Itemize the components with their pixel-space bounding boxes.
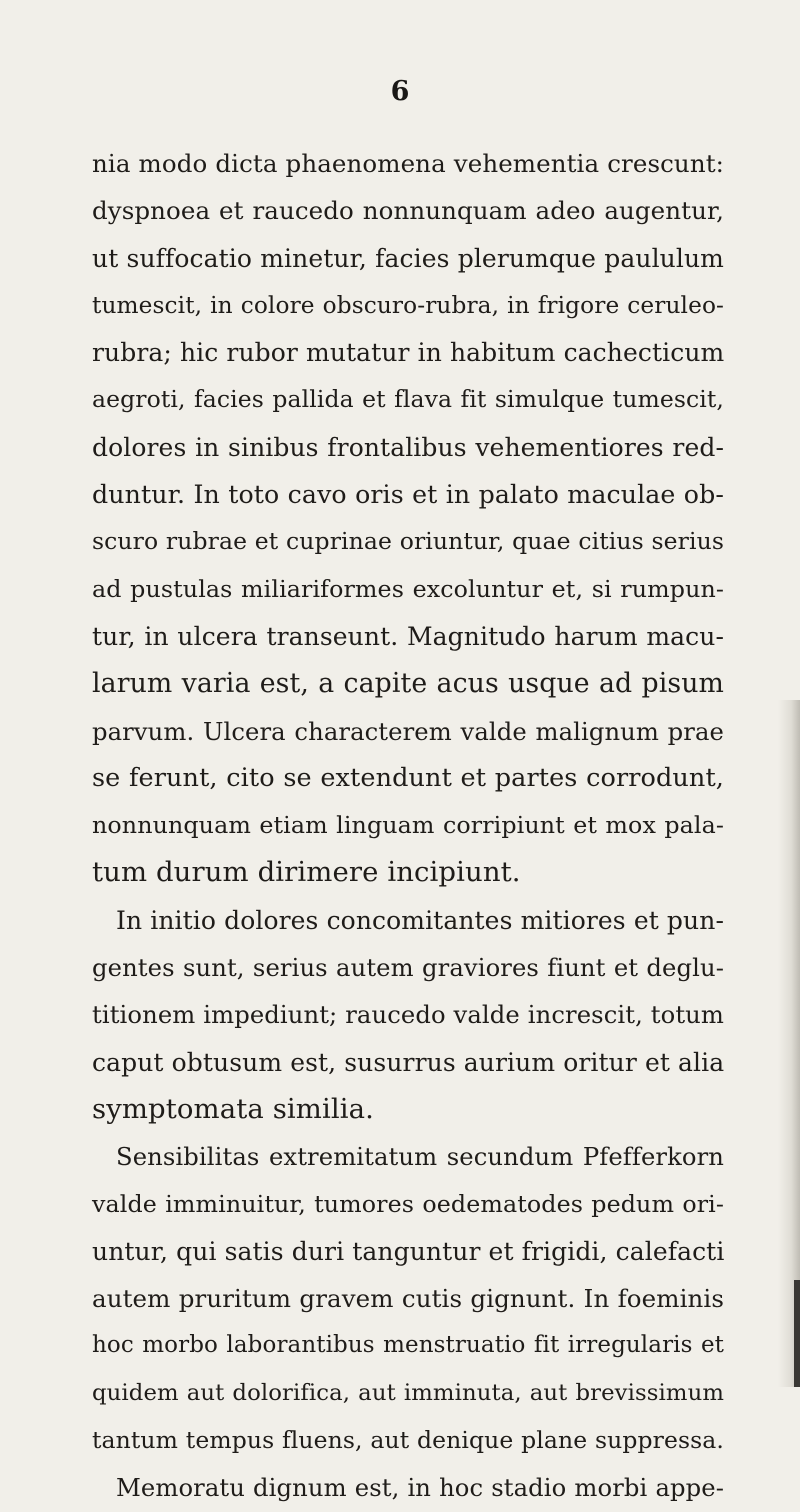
text-line: tur, in ulcera transeunt. Magnitudo harum macu- [92, 621, 724, 651]
text-line: se ferunt, cito se extendunt et partes corrodunt, [92, 762, 724, 793]
text-line: valde imminuitur, tumores oedematodes pedum ori- [92, 1189, 724, 1218]
text-line: tum durum dirimere incipiunt. [92, 856, 521, 889]
text-line: symptomata similia. [92, 1092, 375, 1125]
text-line: duntur. In toto cavo oris et in palato maculae ob- [92, 480, 724, 510]
paragraph-start-line: Memoratu dignum est, in hoc stadio morbi appe- [116, 1473, 724, 1503]
text-line: quidem aut dolorifica, aut imminuta, aut brevissimum [92, 1379, 724, 1406]
text-line: nia modo dicta phaenomena vehementia crescunt: [92, 149, 724, 178]
text-line: dolores in sinibus frontalibus vehementiores red- [92, 432, 724, 462]
text-line: aegroti, facies pallida et flava fit simulque tumescit, [92, 385, 724, 414]
body-text [92, 140, 724, 1512]
text-line: titionem impediunt; raucedo valde increscit, totum [92, 1000, 724, 1030]
text-line: parvum. Ulcera characterem valde malignum prae [92, 716, 724, 746]
text-line: tantum tempus fluens, aut denique plane suppressa. [92, 1426, 724, 1455]
text-line: tumescit, in colore obscuro-rubra, in frigore ceruleo- [92, 291, 724, 319]
paragraph-start-line: Sensibilitas extremitatum secundum Pfefferkorn [116, 1142, 724, 1172]
binding-edge [794, 1280, 800, 1387]
text-line: ut suffocatio minetur, facies plerumque paululum [92, 243, 724, 273]
text-line: autem pruritum gravem cutis gignunt. In foeminis [92, 1284, 724, 1314]
text-line: scuro rubrae et cuprinae oriuntur, quae citius serius [92, 527, 724, 556]
text-line: larum varia est, a capite acus usque ad pisum [92, 668, 724, 700]
text-line: dyspnoea et raucedo nonnunquam adeo augentur, [92, 196, 724, 226]
text-line: nonnunquam etiam linguam corripiunt et mox pala- [92, 811, 724, 840]
text-line: hoc morbo laborantibus menstruatio fit irregularis et [92, 1332, 724, 1359]
text-line: ad pustulas miliariformes excoluntur et, si rumpun- [92, 574, 724, 603]
paragraph-start-line: In initio dolores concomitantes mitiores et pun- [116, 905, 724, 935]
page-number: 6 [390, 76, 410, 107]
text-line: untur, qui satis duri tanguntur et frigidi, calefacti [92, 1236, 725, 1266]
text-line: caput obtusum est, susurrus aurium oritur et alia [92, 1047, 725, 1077]
text-line: gentes sunt, serius autem graviores fiunt et deglu- [92, 953, 724, 983]
text-line: rubra; hic rubor mutatur in habitum cachecticum [92, 338, 725, 368]
